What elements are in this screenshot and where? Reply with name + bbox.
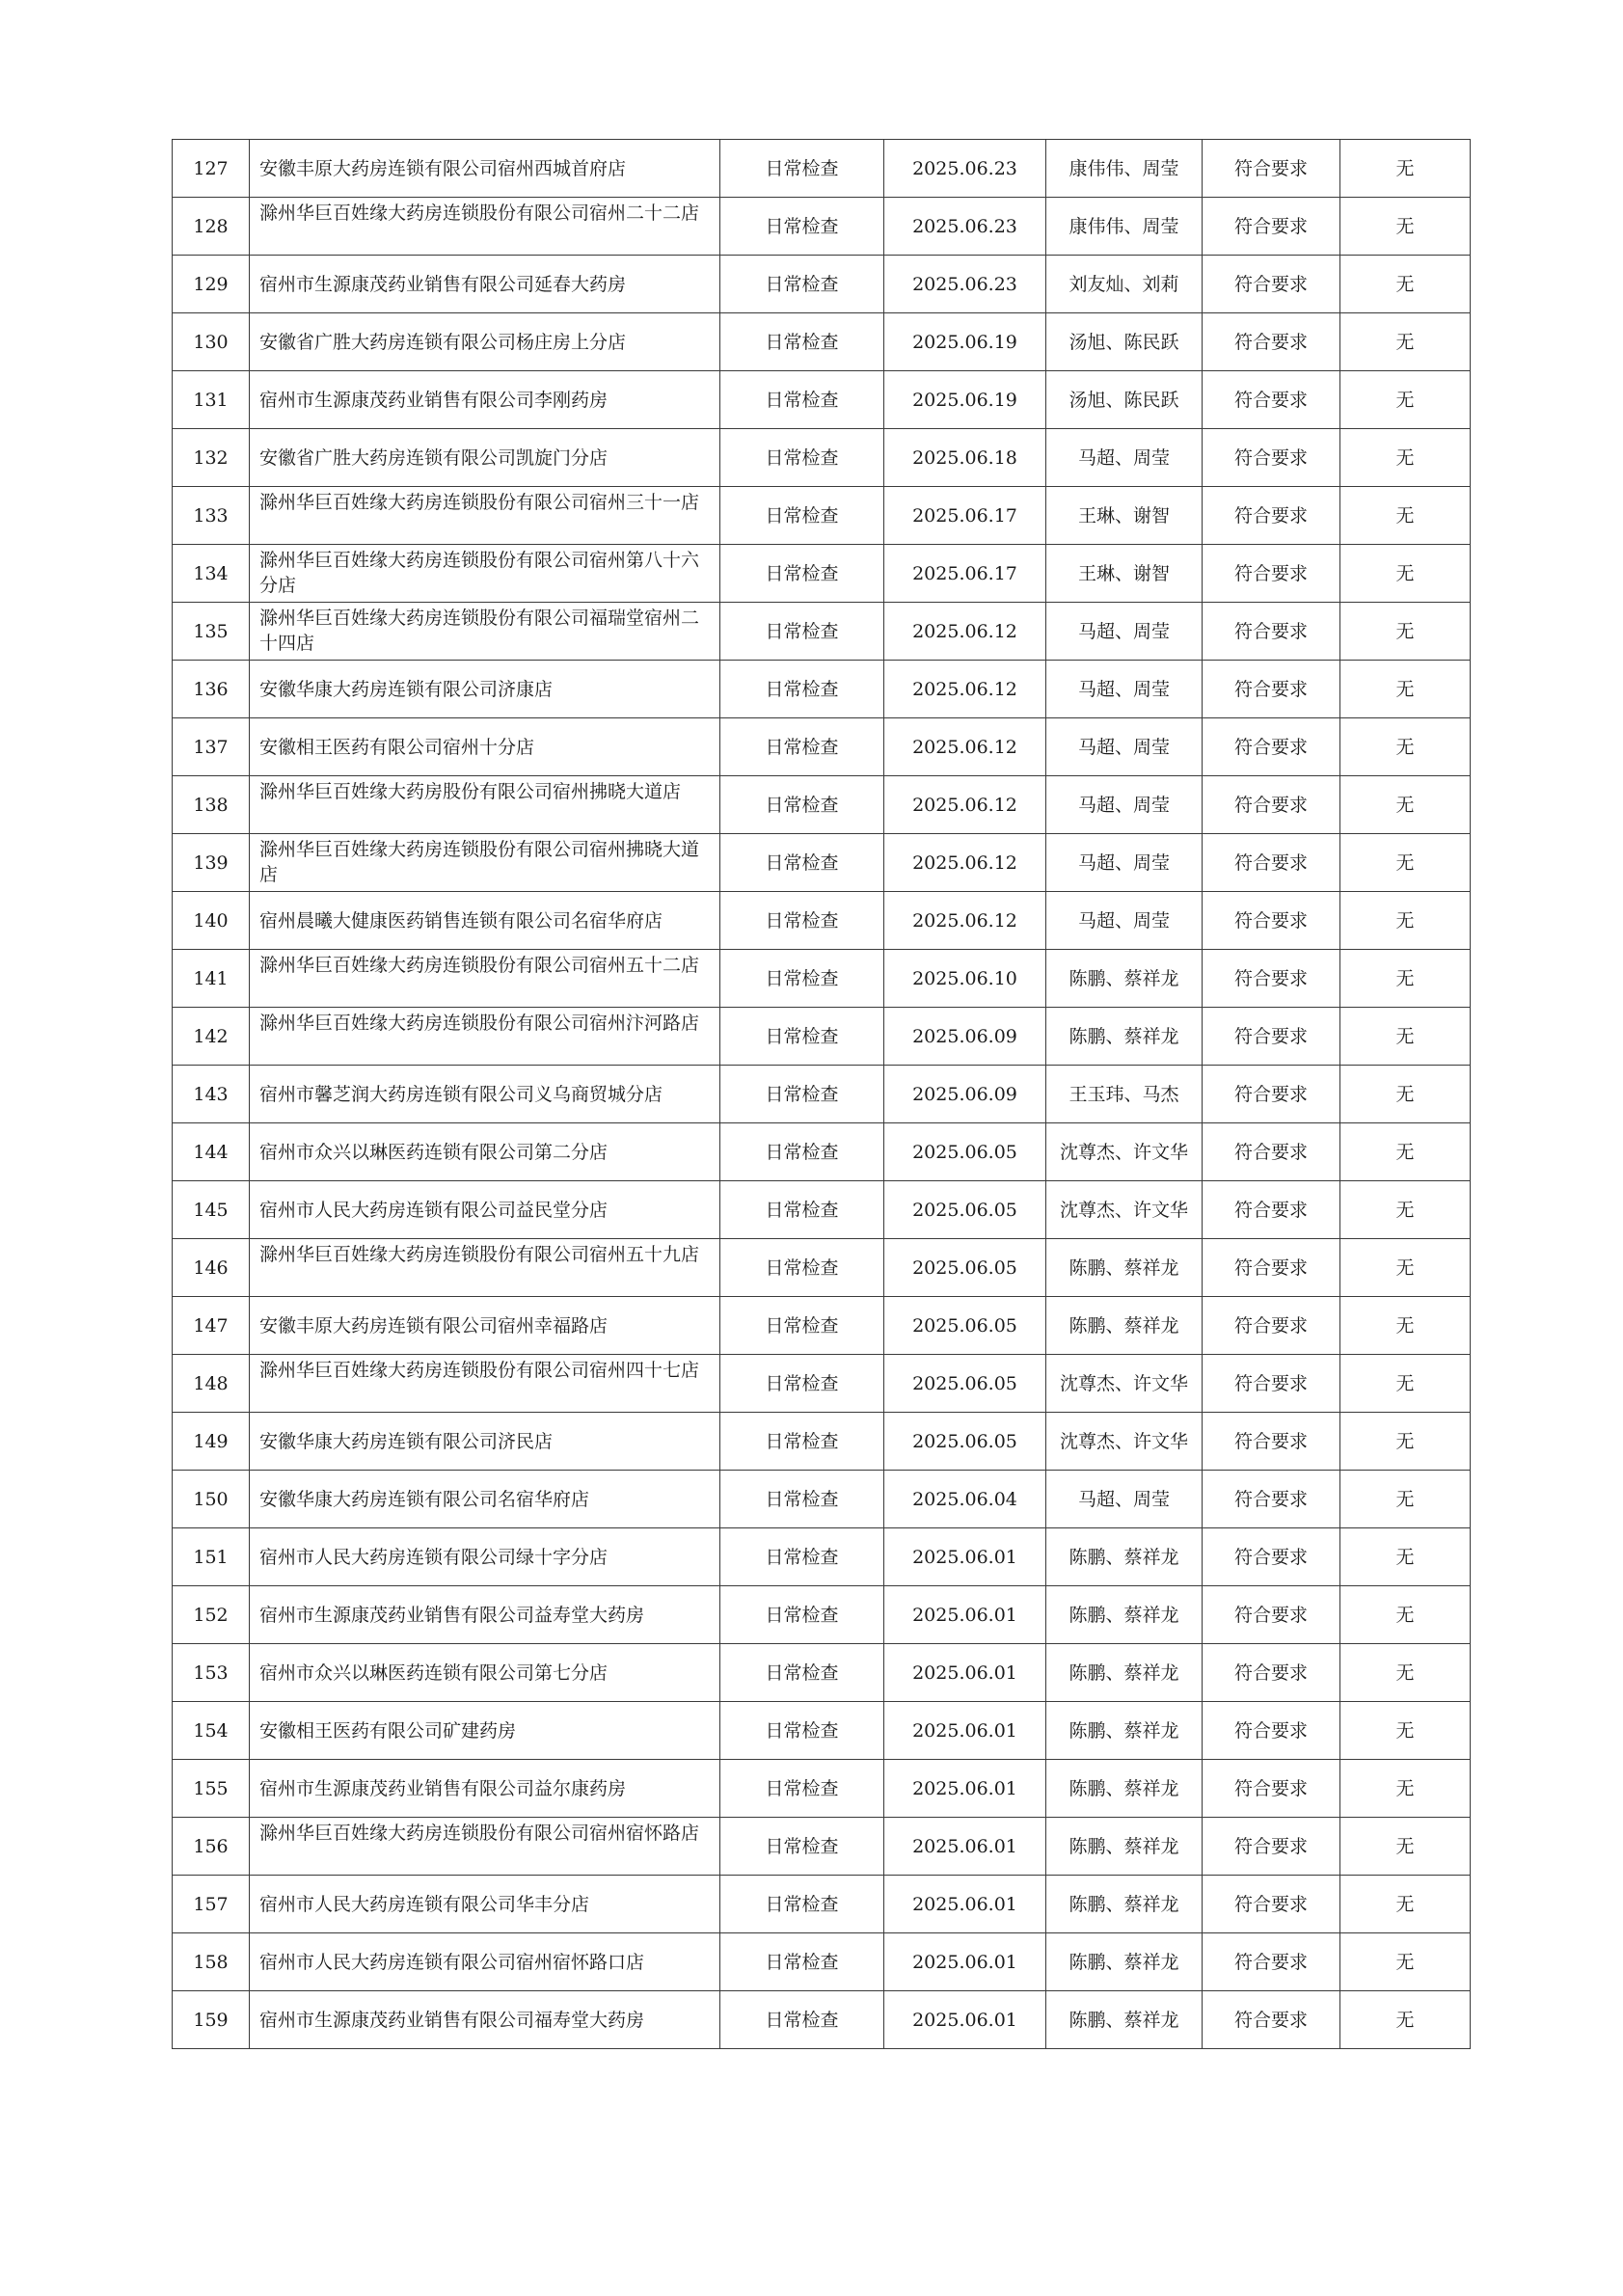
inspectors-cell: 王琳、谢智 [1046,545,1203,603]
store-name-cell: 安徽相王医药有限公司宿州十分店 [250,718,720,776]
row-number-cell: 157 [173,1876,250,1933]
row-number-cell: 149 [173,1413,250,1471]
result-cell: 符合要求 [1203,1644,1340,1702]
issues-cell: 无 [1340,1239,1471,1297]
issues-cell: 无 [1340,1297,1471,1355]
inspection-date-cell: 2025.06.12 [884,661,1046,718]
store-name-cell: 安徽华康大药房连锁有限公司济康店 [250,661,720,718]
inspection-type-cell: 日常检查 [720,1818,884,1876]
row-number-cell: 147 [173,1297,250,1355]
result-cell: 符合要求 [1203,1702,1340,1760]
result-cell: 符合要求 [1203,603,1340,661]
inspectors-cell: 王玉玮、马杰 [1046,1066,1203,1123]
issues-cell: 无 [1340,1471,1471,1528]
store-name-cell: 安徽省广胜大药房连锁有限公司杨庄房上分店 [250,313,720,371]
table-row [173,1181,1471,1239]
inspection-type-cell: 日常检查 [720,1123,884,1181]
inspection-type-cell: 日常检查 [720,1355,884,1413]
inspectors-cell: 马超、周莹 [1046,661,1203,718]
result-cell: 符合要求 [1203,1413,1340,1471]
issues-cell: 无 [1340,1123,1471,1181]
issues-cell: 无 [1340,1181,1471,1239]
inspection-type-cell: 日常检查 [720,256,884,313]
inspectors-cell: 马超、周莹 [1046,776,1203,834]
table-row [173,1066,1471,1123]
table-row [173,1644,1471,1702]
row-number-cell: 146 [173,1239,250,1297]
inspectors-cell: 马超、周莹 [1046,429,1203,487]
issues-cell: 无 [1340,1528,1471,1586]
inspection-date-cell: 2025.06.05 [884,1297,1046,1355]
inspection-type-cell: 日常检查 [720,1008,884,1066]
inspection-type-cell: 日常检查 [720,892,884,950]
inspectors-cell: 马超、周莹 [1046,603,1203,661]
inspection-date-cell: 2025.06.01 [884,1991,1046,2049]
result-cell: 符合要求 [1203,1818,1340,1876]
store-name-cell: 滁州华巨百姓缘大药房股份有限公司宿州拂晓大道店 [250,776,720,834]
inspection-date-cell: 2025.06.01 [884,1702,1046,1760]
inspection-type-cell: 日常检查 [720,1644,884,1702]
inspection-date-cell: 2025.06.23 [884,198,1046,256]
inspection-type-cell: 日常检查 [720,313,884,371]
row-number-cell: 139 [173,834,250,892]
inspection-date-cell: 2025.06.19 [884,371,1046,429]
table-row [173,1818,1471,1876]
row-number-cell: 159 [173,1991,250,2049]
row-number-cell: 136 [173,661,250,718]
table-row [173,1702,1471,1760]
inspectors-cell: 陈鹏、蔡祥龙 [1046,1933,1203,1991]
issues-cell: 无 [1340,603,1471,661]
table-row [173,371,1471,429]
row-number-cell: 131 [173,371,250,429]
result-cell: 符合要求 [1203,1123,1340,1181]
table-row [173,198,1471,256]
inspection-type-cell: 日常检查 [720,718,884,776]
result-cell: 符合要求 [1203,892,1340,950]
issues-cell: 无 [1340,1991,1471,2049]
store-name-cell: 宿州市生源康茂药业销售有限公司李刚药房 [250,371,720,429]
row-number-cell: 134 [173,545,250,603]
inspectors-cell: 沈尊杰、许文华 [1046,1181,1203,1239]
table-row [173,834,1471,892]
inspection-type-cell: 日常检查 [720,1991,884,2049]
result-cell: 符合要求 [1203,1933,1340,1991]
inspectors-cell: 陈鹏、蔡祥龙 [1046,1818,1203,1876]
inspection-type-cell: 日常检查 [720,1702,884,1760]
store-name-cell: 宿州市众兴以琳医药连锁有限公司第二分店 [250,1123,720,1181]
inspectors-cell: 沈尊杰、许文华 [1046,1355,1203,1413]
result-cell: 符合要求 [1203,718,1340,776]
inspection-type-cell: 日常检查 [720,1413,884,1471]
result-cell: 符合要求 [1203,487,1340,545]
table-row [173,1413,1471,1471]
inspection-type-cell: 日常检查 [720,834,884,892]
inspection-date-cell: 2025.06.09 [884,1066,1046,1123]
inspection-type-cell: 日常检查 [720,1239,884,1297]
row-number-cell: 150 [173,1471,250,1528]
issues-cell: 无 [1340,313,1471,371]
inspection-date-cell: 2025.06.05 [884,1123,1046,1181]
table-row [173,256,1471,313]
inspectors-cell: 康伟伟、周莹 [1046,140,1203,198]
inspectors-cell: 陈鹏、蔡祥龙 [1046,1760,1203,1818]
inspection-date-cell: 2025.06.12 [884,892,1046,950]
store-name-cell: 宿州市众兴以琳医药连锁有限公司第七分店 [250,1644,720,1702]
result-cell: 符合要求 [1203,1471,1340,1528]
result-cell: 符合要求 [1203,313,1340,371]
table-row [173,1991,1471,2049]
inspectors-cell: 马超、周莹 [1046,834,1203,892]
issues-cell: 无 [1340,718,1471,776]
issues-cell: 无 [1340,1760,1471,1818]
inspection-type-cell: 日常检查 [720,140,884,198]
issues-cell: 无 [1340,1818,1471,1876]
table-row [173,776,1471,834]
store-name-cell: 安徽丰原大药房连锁有限公司宿州西城首府店 [250,140,720,198]
inspectors-cell: 陈鹏、蔡祥龙 [1046,950,1203,1008]
store-name-cell: 宿州市生源康茂药业销售有限公司延春大药房 [250,256,720,313]
row-number-cell: 152 [173,1586,250,1644]
inspectors-cell: 陈鹏、蔡祥龙 [1046,1644,1203,1702]
inspection-date-cell: 2025.06.01 [884,1528,1046,1586]
result-cell: 符合要求 [1203,140,1340,198]
result-cell: 符合要求 [1203,429,1340,487]
result-cell: 符合要求 [1203,1528,1340,1586]
inspectors-cell: 陈鹏、蔡祥龙 [1046,1702,1203,1760]
inspection-date-cell: 2025.06.04 [884,1471,1046,1528]
inspectors-cell: 陈鹏、蔡祥龙 [1046,1586,1203,1644]
inspectors-cell: 沈尊杰、许文华 [1046,1123,1203,1181]
table-row [173,1008,1471,1066]
table-row [173,1760,1471,1818]
issues-cell: 无 [1340,140,1471,198]
table-row [173,603,1471,661]
store-name-cell: 滁州华巨百姓缘大药房连锁股份有限公司宿州拂晓大道店 [250,834,720,892]
store-name-cell: 宿州市人民大药房连锁有限公司益民堂分店 [250,1181,720,1239]
inspection-date-cell: 2025.06.05 [884,1355,1046,1413]
issues-cell: 无 [1340,256,1471,313]
result-cell: 符合要求 [1203,198,1340,256]
inspectors-cell: 沈尊杰、许文华 [1046,1413,1203,1471]
issues-cell: 无 [1340,1933,1471,1991]
issues-cell: 无 [1340,1008,1471,1066]
inspection-date-cell: 2025.06.01 [884,1644,1046,1702]
inspection-type-cell: 日常检查 [720,1181,884,1239]
row-number-cell: 155 [173,1760,250,1818]
table-row [173,1471,1471,1528]
store-name-cell: 安徽省广胜大药房连锁有限公司凯旋门分店 [250,429,720,487]
row-number-cell: 143 [173,1066,250,1123]
store-name-cell: 滁州华巨百姓缘大药房连锁股份有限公司宿州汴河路店 [250,1008,720,1066]
result-cell: 符合要求 [1203,834,1340,892]
issues-cell: 无 [1340,429,1471,487]
table-row [173,1355,1471,1413]
table-row [173,661,1471,718]
store-name-cell: 滁州华巨百姓缘大药房连锁股份有限公司宿州三十一店 [250,487,720,545]
inspectors-cell: 陈鹏、蔡祥龙 [1046,1239,1203,1297]
issues-cell: 无 [1340,1586,1471,1644]
result-cell: 符合要求 [1203,545,1340,603]
inspectors-cell: 康伟伟、周莹 [1046,198,1203,256]
row-number-cell: 148 [173,1355,250,1413]
inspection-type-cell: 日常检查 [720,1586,884,1644]
inspection-date-cell: 2025.06.12 [884,718,1046,776]
row-number-cell: 133 [173,487,250,545]
issues-cell: 无 [1340,371,1471,429]
result-cell: 符合要求 [1203,1239,1340,1297]
row-number-cell: 151 [173,1528,250,1586]
issues-cell: 无 [1340,1644,1471,1702]
store-name-cell: 宿州市生源康茂药业销售有限公司福寿堂大药房 [250,1991,720,2049]
issues-cell: 无 [1340,1066,1471,1123]
table-row [173,1297,1471,1355]
inspection-date-cell: 2025.06.23 [884,256,1046,313]
row-number-cell: 137 [173,718,250,776]
result-cell: 符合要求 [1203,1066,1340,1123]
result-cell: 符合要求 [1203,1586,1340,1644]
store-name-cell: 宿州市人民大药房连锁有限公司宿州宿怀路口店 [250,1933,720,1991]
inspection-type-cell: 日常检查 [720,1760,884,1818]
inspection-type-cell: 日常检查 [720,371,884,429]
row-number-cell: 141 [173,950,250,1008]
table-row [173,1876,1471,1933]
issues-cell: 无 [1340,1355,1471,1413]
inspection-type-cell: 日常检查 [720,661,884,718]
inspectors-cell: 王琳、谢智 [1046,487,1203,545]
table-row [173,1933,1471,1991]
inspection-date-cell: 2025.06.18 [884,429,1046,487]
inspection-type-cell: 日常检查 [720,1066,884,1123]
row-number-cell: 154 [173,1702,250,1760]
table-row [173,545,1471,603]
result-cell: 符合要求 [1203,1876,1340,1933]
row-number-cell: 156 [173,1818,250,1876]
inspection-type-cell: 日常检查 [720,1933,884,1991]
row-number-cell: 135 [173,603,250,661]
store-name-cell: 宿州市生源康茂药业销售有限公司益尔康药房 [250,1760,720,1818]
store-name-cell: 安徽相王医药有限公司矿建药房 [250,1702,720,1760]
table-row [173,429,1471,487]
row-number-cell: 128 [173,198,250,256]
row-number-cell: 153 [173,1644,250,1702]
inspection-date-cell: 2025.06.01 [884,1586,1046,1644]
inspection-type-cell: 日常检查 [720,1471,884,1528]
inspection-type-cell: 日常检查 [720,487,884,545]
store-name-cell: 滁州华巨百姓缘大药房连锁股份有限公司宿州五十二店 [250,950,720,1008]
inspection-date-cell: 2025.06.05 [884,1413,1046,1471]
inspection-type-cell: 日常检查 [720,545,884,603]
table-row [173,718,1471,776]
table-row [173,487,1471,545]
inspection-type-cell: 日常检查 [720,1528,884,1586]
store-name-cell: 滁州华巨百姓缘大药房连锁股份有限公司宿州二十二店 [250,198,720,256]
store-name-cell: 宿州市馨芝润大药房连锁有限公司义乌商贸城分店 [250,1066,720,1123]
store-name-cell: 滁州华巨百姓缘大药房连锁股份有限公司宿州四十七店 [250,1355,720,1413]
issues-cell: 无 [1340,661,1471,718]
inspection-date-cell: 2025.06.05 [884,1181,1046,1239]
store-name-cell: 宿州市生源康茂药业销售有限公司益寿堂大药房 [250,1586,720,1644]
inspectors-cell: 汤旭、陈民跃 [1046,313,1203,371]
result-cell: 符合要求 [1203,256,1340,313]
store-name-cell: 滁州华巨百姓缘大药房连锁股份有限公司福瑞堂宿州二十四店 [250,603,720,661]
inspection-date-cell: 2025.06.19 [884,313,1046,371]
store-name-cell: 宿州市人民大药房连锁有限公司绿十字分店 [250,1528,720,1586]
issues-cell: 无 [1340,1413,1471,1471]
table-row [173,140,1471,198]
issues-cell: 无 [1340,198,1471,256]
result-cell: 符合要求 [1203,1991,1340,2049]
issues-cell: 无 [1340,487,1471,545]
store-name-cell: 安徽华康大药房连锁有限公司济民店 [250,1413,720,1471]
row-number-cell: 140 [173,892,250,950]
inspectors-cell: 刘友灿、刘莉 [1046,256,1203,313]
inspectors-cell: 陈鹏、蔡祥龙 [1046,1528,1203,1586]
result-cell: 符合要求 [1203,1008,1340,1066]
inspection-type-cell: 日常检查 [720,1876,884,1933]
inspection-type-cell: 日常检查 [720,429,884,487]
inspectors-cell: 陈鹏、蔡祥龙 [1046,1008,1203,1066]
result-cell: 符合要求 [1203,661,1340,718]
inspection-date-cell: 2025.06.10 [884,950,1046,1008]
row-number-cell: 138 [173,776,250,834]
store-name-cell: 宿州市人民大药房连锁有限公司华丰分店 [250,1876,720,1933]
issues-cell: 无 [1340,892,1471,950]
inspection-date-cell: 2025.06.01 [884,1818,1046,1876]
row-number-cell: 144 [173,1123,250,1181]
inspectors-cell: 陈鹏、蔡祥龙 [1046,1876,1203,1933]
result-cell: 符合要求 [1203,776,1340,834]
store-name-cell: 安徽华康大药房连锁有限公司名宿华府店 [250,1471,720,1528]
issues-cell: 无 [1340,834,1471,892]
inspectors-cell: 马超、周莹 [1046,718,1203,776]
inspection-type-cell: 日常检查 [720,776,884,834]
issues-cell: 无 [1340,950,1471,1008]
inspection-date-cell: 2025.06.23 [884,140,1046,198]
row-number-cell: 158 [173,1933,250,1991]
table-body [173,140,1471,2049]
inspection-date-cell: 2025.06.09 [884,1008,1046,1066]
inspectors-cell: 马超、周莹 [1046,1471,1203,1528]
inspectors-cell: 马超、周莹 [1046,892,1203,950]
table-row [173,1123,1471,1181]
table-row [173,892,1471,950]
row-number-cell: 145 [173,1181,250,1239]
table-row [173,313,1471,371]
table-row [173,1586,1471,1644]
result-cell: 符合要求 [1203,1297,1340,1355]
inspection-type-cell: 日常检查 [720,603,884,661]
inspection-date-cell: 2025.06.01 [884,1760,1046,1818]
inspectors-cell: 陈鹏、蔡祥龙 [1046,1297,1203,1355]
store-name-cell: 滁州华巨百姓缘大药房连锁股份有限公司宿州宿怀路店 [250,1818,720,1876]
store-name-cell: 滁州华巨百姓缘大药房连锁股份有限公司宿州五十九店 [250,1239,720,1297]
inspection-type-cell: 日常检查 [720,950,884,1008]
row-number-cell: 142 [173,1008,250,1066]
result-cell: 符合要求 [1203,1355,1340,1413]
issues-cell: 无 [1340,545,1471,603]
row-number-cell: 132 [173,429,250,487]
inspection-type-cell: 日常检查 [720,1297,884,1355]
result-cell: 符合要求 [1203,371,1340,429]
result-cell: 符合要求 [1203,1760,1340,1818]
table-row [173,1239,1471,1297]
row-number-cell: 129 [173,256,250,313]
row-number-cell: 127 [173,140,250,198]
store-name-cell: 滁州华巨百姓缘大药房连锁股份有限公司宿州第八十六分店 [250,545,720,603]
inspection-date-cell: 2025.06.01 [884,1933,1046,1991]
result-cell: 符合要求 [1203,1181,1340,1239]
result-cell: 符合要求 [1203,950,1340,1008]
inspectors-cell: 陈鹏、蔡祥龙 [1046,1991,1203,2049]
inspection-table [172,139,1471,2049]
inspection-date-cell: 2025.06.12 [884,603,1046,661]
inspection-date-cell: 2025.06.12 [884,776,1046,834]
inspection-date-cell: 2025.06.17 [884,545,1046,603]
issues-cell: 无 [1340,776,1471,834]
inspection-date-cell: 2025.06.01 [884,1876,1046,1933]
inspectors-cell: 汤旭、陈民跃 [1046,371,1203,429]
row-number-cell: 130 [173,313,250,371]
issues-cell: 无 [1340,1702,1471,1760]
inspection-type-cell: 日常检查 [720,198,884,256]
inspection-date-cell: 2025.06.12 [884,834,1046,892]
inspection-date-cell: 2025.06.17 [884,487,1046,545]
store-name-cell: 宿州晨曦大健康医药销售连锁有限公司名宿华府店 [250,892,720,950]
table-row [173,950,1471,1008]
inspection-date-cell: 2025.06.05 [884,1239,1046,1297]
issues-cell: 无 [1340,1876,1471,1933]
table-row [173,1528,1471,1586]
store-name-cell: 安徽丰原大药房连锁有限公司宿州幸福路店 [250,1297,720,1355]
